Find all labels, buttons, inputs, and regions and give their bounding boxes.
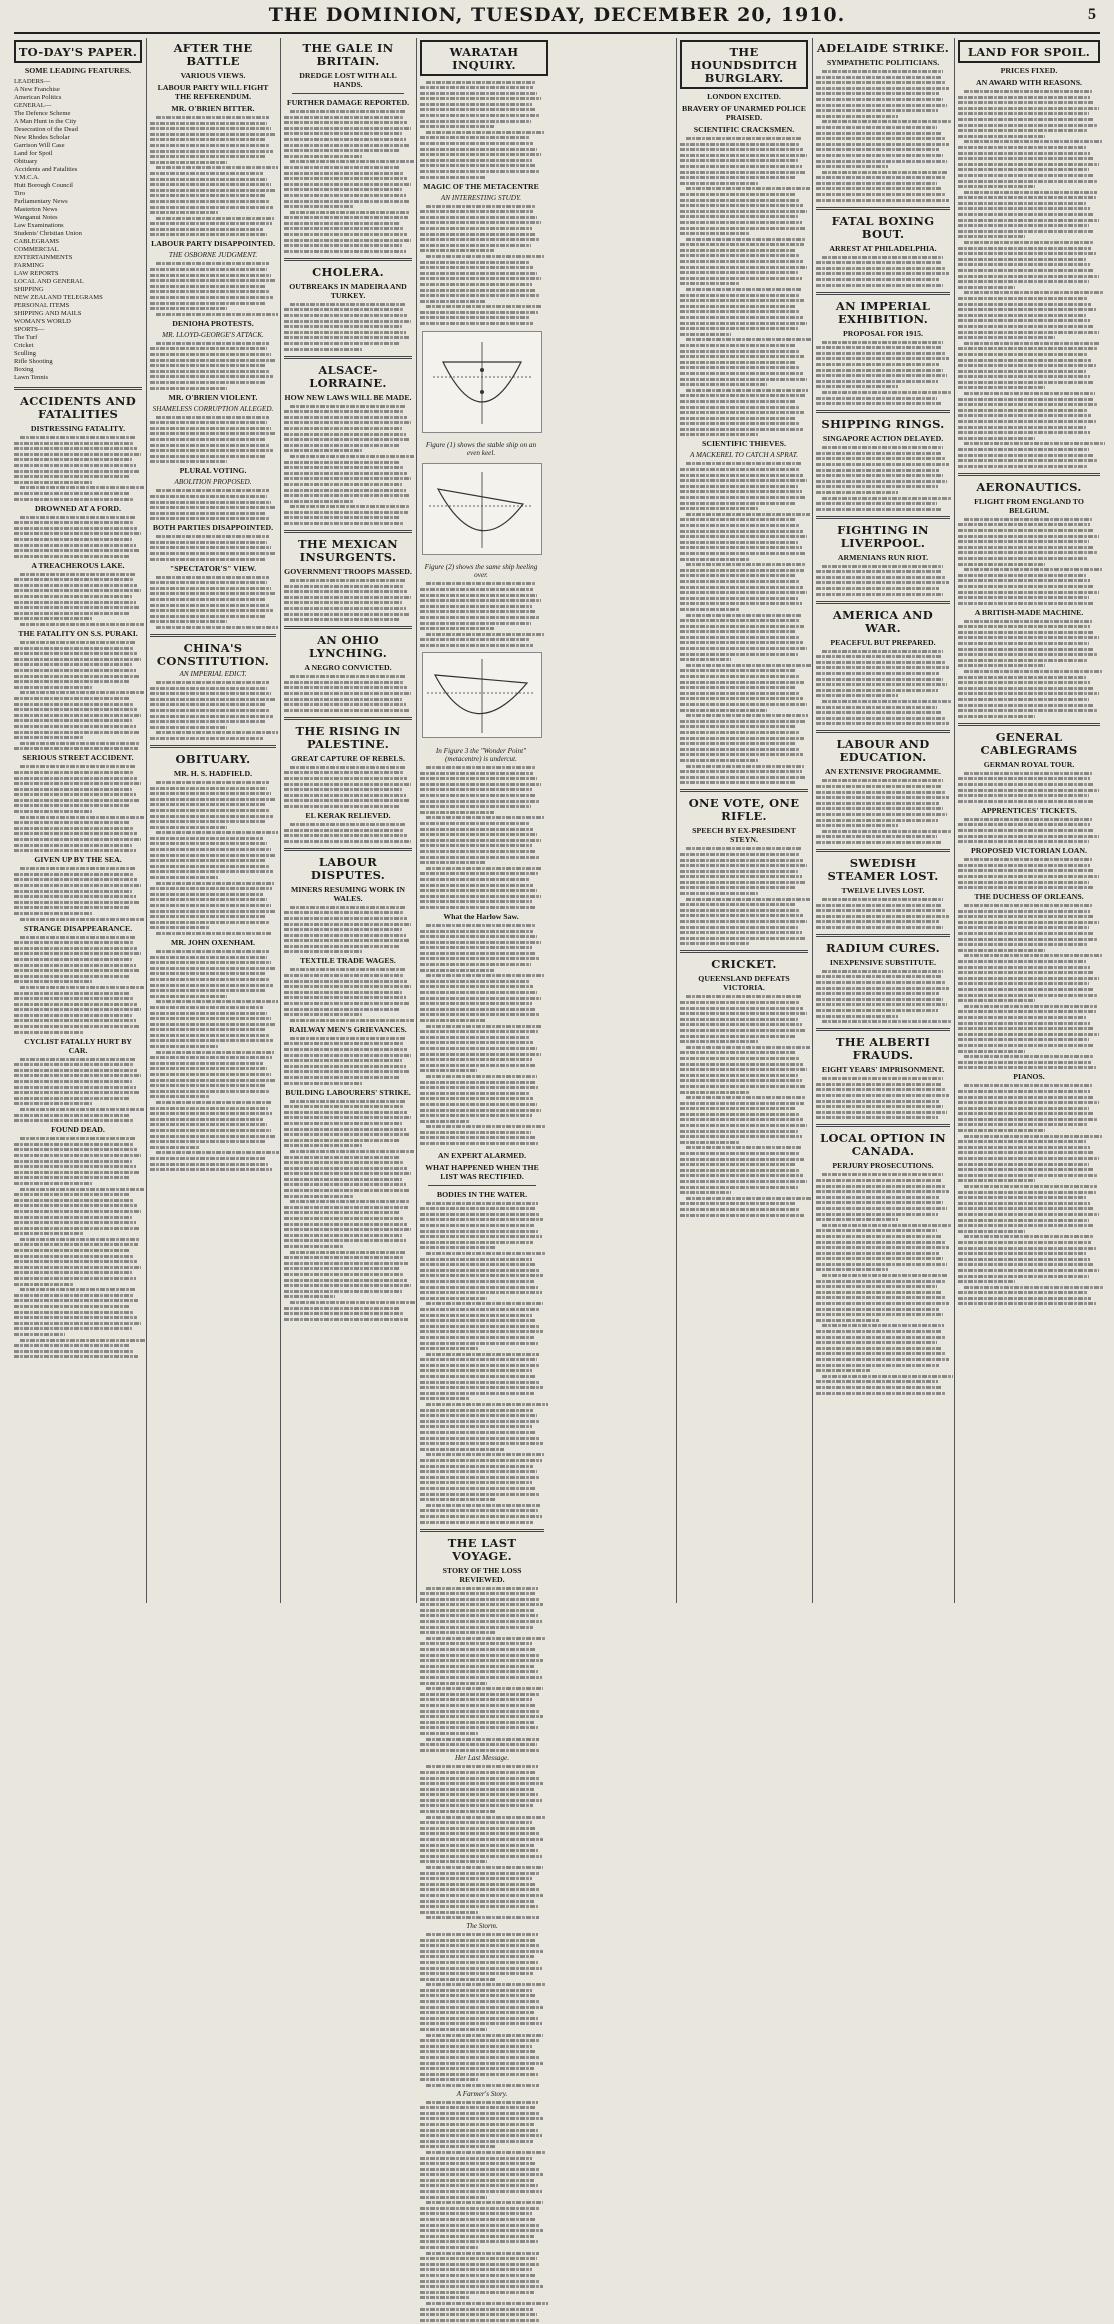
- body-text-block: [680, 462, 808, 784]
- page-number: 5: [1088, 6, 1096, 23]
- body-text-block: [680, 137, 808, 436]
- heading: LAND FOR SPOIL.: [967, 45, 1091, 59]
- heading: MAGIC OF THE METACENTRE: [423, 181, 539, 191]
- heading: FLIGHT FROM ENGLAND TO BELGIUM.: [974, 496, 1084, 515]
- body-text-block: [14, 936, 142, 1034]
- heading: AN IMPERIAL EXHIBITION.: [835, 298, 931, 326]
- heading: A TREACHEROUS LAKE.: [31, 560, 125, 570]
- index-item: Tiro: [14, 190, 26, 197]
- body-text-block: [284, 1037, 412, 1085]
- index-item: Wanganui Notes: [14, 214, 58, 221]
- index-item: The Defence Scheme: [14, 110, 71, 117]
- index-item: Rifle Shooting: [14, 358, 53, 365]
- heading: SWEDISH STEAMER LOST.: [827, 855, 939, 883]
- body-text-block: [680, 847, 808, 945]
- heading: QUEENSLAND DEFEATS VICTORIA.: [698, 974, 790, 993]
- heading: OBITUARY.: [175, 751, 251, 766]
- todays-paper-box: [14, 40, 142, 63]
- index-item: LOCAL AND GENERAL: [14, 278, 84, 285]
- index-item: CABLEGRAMS: [14, 238, 60, 245]
- heading: SHIPPING RINGS.: [821, 417, 945, 432]
- heading: THE ALBERTI FRAUDS.: [835, 1035, 931, 1063]
- heading: THE MEXICAN INSURGENTS.: [298, 537, 398, 565]
- heading: A BRITISH-MADE MACHINE.: [974, 607, 1084, 617]
- heading: SOME LEADING FEATURES.: [24, 66, 132, 75]
- heading: PEACEFUL BUT PREPARED.: [830, 637, 936, 647]
- heading: THE GALE IN BRITAIN.: [302, 41, 394, 68]
- heading: LONDON EXCITED.: [707, 92, 781, 101]
- heading: MR. H. S. HADFIELD.: [173, 768, 253, 778]
- heading: THE LAST VOYAGE.: [447, 1535, 517, 1563]
- heading: MR. O'BRIEN BITTER.: [171, 104, 255, 113]
- index-item: Law Examinations: [14, 222, 64, 229]
- index-item: ENTERTAINMENTS: [14, 254, 73, 261]
- body-text-block: [150, 342, 276, 390]
- body-text-block: [420, 766, 542, 909]
- body-text-block: [14, 867, 142, 920]
- heading: GOVERNMENT TROOPS MASSED.: [284, 567, 412, 577]
- index-item: Land for Spoil: [14, 150, 53, 157]
- body-text-block: [816, 970, 950, 1023]
- heading: PROPOSED VICTORIAN LOAN.: [970, 846, 1088, 856]
- heading: THE DUCHESS OF ORLEANS.: [974, 892, 1084, 902]
- subheading: MR. LLOYD-GEORGE'S ATTACK.: [162, 330, 264, 339]
- heading: AMERICA AND WAR.: [832, 607, 934, 635]
- heading: SYMPATHETIC POLITICIANS.: [826, 58, 940, 67]
- index-item: COMMERCIAL: [14, 246, 59, 253]
- body-text-block: [958, 858, 1100, 889]
- body-text-block: [14, 1137, 142, 1358]
- heading: What the Harlow Saw.: [443, 911, 519, 921]
- index-item: PERSONAL ITEMS: [14, 302, 70, 309]
- index-item: Masterton News: [14, 206, 58, 213]
- heading: ADELAIDE STRIKE.: [816, 41, 950, 55]
- subheading: AN INTERESTING STUDY.: [440, 193, 522, 202]
- index-item: Hutt Borough Council: [14, 182, 73, 189]
- heading: SCIENTIFIC THIEVES.: [702, 439, 786, 449]
- body-text-block: [150, 489, 276, 520]
- index-item: Parliamentary News: [14, 198, 68, 205]
- heading: OUTBREAKS IN MADEIRA AND TURKEY.: [289, 281, 407, 300]
- heading: STRANGE DISAPPEARANCE.: [23, 923, 133, 933]
- column-2: [150, 38, 276, 1603]
- heading: ONE VOTE, ONE RIFLE.: [688, 796, 800, 824]
- houndsditch-box: [680, 40, 808, 89]
- heading: DROWNED AT A FORD.: [35, 503, 121, 513]
- body-text-block: [958, 90, 1100, 468]
- index-item: SHIPPING: [14, 286, 44, 293]
- heading: AERONAUTICS.: [976, 479, 1082, 494]
- heading: FURTHER DAMAGE REPORTED.: [286, 98, 410, 107]
- heading: AN EXTENSIVE PROGRAMME.: [825, 767, 941, 777]
- figure-caption: In Figure 3 the "Wonder Point" (metacentre) is undercut.: [435, 746, 527, 764]
- heading: VARIOUS VIEWS.: [180, 71, 246, 80]
- heading: BODIES IN THE WATER.: [436, 1189, 528, 1199]
- heading: ARMENIANS RUN RIOT.: [837, 552, 929, 562]
- index-item: Desecration of the Dead: [14, 126, 78, 133]
- heading: EIGHT YEARS' IMPRISONMENT.: [821, 1065, 945, 1075]
- body-text-block: [816, 446, 950, 511]
- heading: THE FATALITY ON S.S. PURAKI.: [18, 629, 138, 639]
- heading: AN AWARD WITH REASONS.: [975, 78, 1082, 87]
- body-text-block: [420, 1202, 544, 1524]
- heading: LABOUR DISPUTES.: [310, 854, 386, 882]
- heading: LABOUR PARTY WILL FIGHT THE REFERENDUM.: [157, 83, 269, 101]
- body-text-block: [816, 898, 950, 929]
- heading: TO-DAY'S PAPER.: [18, 45, 138, 59]
- body-text-block: [958, 620, 1100, 718]
- body-text-block: [958, 518, 1100, 605]
- heading: APPRENTICES' TICKETS.: [981, 805, 1077, 815]
- heading: LABOUR PARTY DISAPPOINTED.: [151, 239, 275, 249]
- heading: SPEECH BY EX-PRESIDENT STEYN.: [692, 826, 796, 845]
- heading: TEXTILE TRADE WAGES.: [300, 956, 396, 966]
- body-text-block: [284, 405, 412, 525]
- body-text-block: [150, 535, 276, 560]
- heading: THE HOUNDSDITCH BURGLARY.: [690, 45, 798, 85]
- subheading: THE OSBORNE JUDGMENT.: [168, 251, 258, 260]
- heading: MINERS RESUMING WORK IN WALES.: [290, 884, 405, 903]
- index-item: LAW REPORTS: [14, 270, 59, 277]
- heading: PROPOSAL FOR 1915.: [843, 328, 923, 338]
- heading: ACCIDENTS AND FATALITIES: [19, 394, 137, 421]
- ship-figure-3: [422, 652, 542, 738]
- heading: THE RISING IN PALESTINE.: [295, 723, 401, 751]
- index-item: Boxing: [14, 366, 34, 373]
- index-item: Students' Christian Union: [14, 230, 82, 237]
- body-text-block: [284, 906, 412, 954]
- body-text-block: [284, 823, 412, 843]
- index-item: Y.M.C.A.: [14, 174, 40, 181]
- subheading: AN IMPERIAL EDICT.: [179, 670, 247, 678]
- heading: FATAL BOXING BOUT.: [831, 213, 935, 241]
- subheading: A Farmer's Story.: [456, 2089, 508, 2098]
- heading: GIVEN UP BY THE SEA.: [34, 855, 122, 865]
- body-text-block: [420, 1933, 544, 2087]
- heading: GERMAN ROYAL TOUR.: [983, 759, 1075, 769]
- heading: INEXPENSIVE SUBSTITUTE.: [829, 957, 937, 967]
- body-text-block: [14, 573, 142, 626]
- body-text-block: [816, 1077, 950, 1119]
- body-text-block: [284, 968, 412, 1021]
- subheading: SHAMELESS CORRUPTION ALLEGED.: [152, 404, 274, 413]
- subheading: A MACKEREL TO CATCH A SPRAT.: [689, 451, 799, 460]
- body-text-block: [958, 904, 1100, 1069]
- heading: "SPECTATOR'S" VIEW.: [169, 563, 257, 573]
- index-item: Lawn Tennis: [14, 374, 49, 381]
- heading: FIGHTING IN LIVERPOOL.: [837, 522, 929, 550]
- heading: CHINA'S CONSTITUTION.: [156, 641, 270, 668]
- heading: BUILDING LABOURERS' STRIKE.: [285, 1087, 411, 1097]
- index-item: FARMING: [14, 262, 44, 269]
- body-text-block: [14, 516, 142, 558]
- heading: HOW NEW LAWS WILL BE MADE.: [284, 392, 412, 402]
- heading: ALSACE-LORRAINE.: [309, 362, 387, 390]
- index-list: [14, 78, 142, 382]
- heading: GENERAL CABLEGRAMS: [980, 729, 1078, 757]
- subheading: Her Last Message.: [454, 1754, 510, 1763]
- figure-caption: Figure (1) shows the stable ship on an even keel.: [425, 440, 537, 458]
- body-text-block: [284, 675, 412, 712]
- waratah-box: [420, 40, 548, 76]
- index-item: WOMAN'S WORLD: [14, 318, 71, 325]
- heading: LABOUR AND EDUCATION.: [836, 737, 930, 765]
- body-text-block: [14, 436, 142, 501]
- heading: CYCLIST FATALLY HURT BY CAR.: [24, 1036, 132, 1055]
- heading: LOCAL OPTION IN CANADA.: [820, 1131, 946, 1159]
- heading: CHOLERA.: [312, 264, 384, 279]
- heading: EL KERAK RELIEVED.: [305, 810, 391, 820]
- body-text-block: [958, 772, 1100, 803]
- body-text-block: [420, 81, 542, 179]
- heading: DREDGE LOST WITH ALL HANDS.: [299, 71, 397, 89]
- heading: STORY OF THE LOSS REVIEWED.: [442, 1565, 522, 1584]
- index-item: Obituary: [14, 158, 38, 165]
- heading: PRICES FIXED.: [1000, 66, 1058, 75]
- column-3: [284, 38, 412, 1603]
- index-item: SHIPPING AND MAILS: [14, 310, 82, 317]
- column-1: [14, 38, 142, 1603]
- heading: SINGAPORE ACTION DELAYED.: [822, 434, 944, 444]
- masthead-title: THE DOMINION, TUESDAY, DECEMBER 20, 1910.: [268, 4, 846, 26]
- subheading: The Storm.: [466, 1921, 498, 1930]
- ship-figure-2: [422, 463, 542, 555]
- body-text-block: [958, 818, 1100, 843]
- heading: BOTH PARTIES DISAPPOINTED.: [152, 523, 274, 533]
- body-text-block: [816, 1173, 950, 1394]
- heading: SERIOUS STREET ACCIDENT.: [22, 753, 134, 763]
- body-text-block: [958, 1084, 1100, 1305]
- body-text-block: [816, 650, 950, 726]
- waratah-continuation: [420, 78, 542, 1148]
- body-text-block: [816, 70, 950, 202]
- subheading: ABOLITION PROPOSED.: [174, 478, 252, 487]
- index-item: New Rhodes Scholar: [14, 134, 70, 141]
- body-text-block: [150, 262, 276, 315]
- body-text-block: [420, 2101, 544, 2322]
- column-7: [958, 38, 1100, 1603]
- body-text-block: [150, 950, 276, 1171]
- body-text-block: [14, 1058, 142, 1123]
- heading: BRAVERY OF UNARMED POLICE PRAISED.: [682, 104, 806, 122]
- heading: MR. O'BRIEN VIOLENT.: [168, 392, 258, 402]
- heading: MR. JOHN OXENHAM.: [170, 937, 256, 947]
- index-item: LEADERS—: [14, 78, 51, 85]
- index-item: Garrison Will Case: [14, 142, 65, 149]
- body-text-block: [816, 341, 950, 406]
- body-text-block: [150, 576, 276, 629]
- heading: SCIENTIFIC CRACKSMEN.: [693, 125, 795, 134]
- heading: WHAT HAPPENED WHEN THE LIST WAS RECTIFIED.: [425, 1162, 539, 1181]
- heading: AFTER THE BATTLE: [173, 41, 253, 68]
- heading: PERJURY PROSECUTIONS.: [832, 1161, 934, 1171]
- column-6: [816, 38, 950, 1603]
- heading: GREAT CAPTURE OF REBELS.: [291, 753, 405, 763]
- body-text-block: [150, 116, 276, 236]
- heading: WARATAH INQUIRY.: [449, 45, 519, 72]
- index-item: The Turf: [14, 334, 38, 341]
- body-text-block: [420, 924, 542, 1145]
- waratah-main: [420, 1148, 544, 2324]
- body-text-block: [284, 1100, 412, 1321]
- heading: TWELVE LIVES LOST.: [841, 885, 925, 895]
- body-text-block: [150, 781, 276, 935]
- masthead: [14, 4, 1100, 34]
- land-for-spoil-box: [958, 40, 1100, 63]
- column-4: [420, 38, 672, 2098]
- body-text-block: [420, 205, 542, 325]
- heading: ARREST AT PHILADELPHIA.: [829, 243, 937, 253]
- body-text-block: [284, 303, 412, 351]
- index-item: NEW ZEALAND TELEGRAMS: [14, 294, 103, 301]
- heading: AN OHIO LYNCHING.: [308, 633, 388, 661]
- body-text-block: [284, 579, 412, 621]
- index-item: Accidents and Fatalities: [14, 166, 78, 173]
- heading: A NEGRO CONVICTED.: [304, 663, 392, 673]
- heading: RADIUM CURES.: [826, 940, 940, 955]
- index-item: SPORTS—: [14, 326, 45, 333]
- column-5: [680, 38, 808, 1603]
- body-text-block: [14, 765, 142, 852]
- heading: PLURAL VOTING.: [179, 466, 247, 476]
- index-item: Sculling: [14, 350, 36, 357]
- heading: AN EXPERT ALARMED.: [437, 1150, 527, 1160]
- index-item: GENERAL—: [14, 102, 52, 109]
- body-text-block: [420, 1765, 544, 1919]
- heading: RAILWAY MEN'S GRIEVANCES.: [289, 1024, 407, 1034]
- body-text-block: [150, 416, 276, 464]
- heading: CRICKET.: [711, 957, 777, 972]
- index-item: A Man Hunt in the City: [14, 118, 77, 125]
- index-item: American Politics: [14, 94, 62, 101]
- body-text-block: [420, 1587, 544, 1752]
- heading: DENIOHA PROTESTS.: [172, 318, 254, 328]
- ship-figure-1: [422, 331, 542, 433]
- body-text-block: [816, 256, 950, 287]
- heading: PIANOS.: [1013, 1072, 1045, 1082]
- index-item: A New Franchise: [14, 86, 60, 93]
- body-text-block: [420, 582, 542, 647]
- heading: FOUND DEAD.: [51, 1125, 105, 1135]
- body-text-block: [816, 779, 950, 844]
- index-item: Cricket: [14, 342, 34, 349]
- body-text-block: [680, 995, 808, 1216]
- body-text-block: [816, 565, 950, 596]
- heading: DISTRESSING FATALITY.: [30, 424, 126, 433]
- body-text-block: [284, 766, 412, 808]
- body-text-block: [150, 681, 276, 740]
- body-text-block: [14, 641, 142, 750]
- body-text-block: [284, 110, 412, 253]
- figure-caption: Figure (2) shows the same ship heeling over.: [424, 562, 538, 580]
